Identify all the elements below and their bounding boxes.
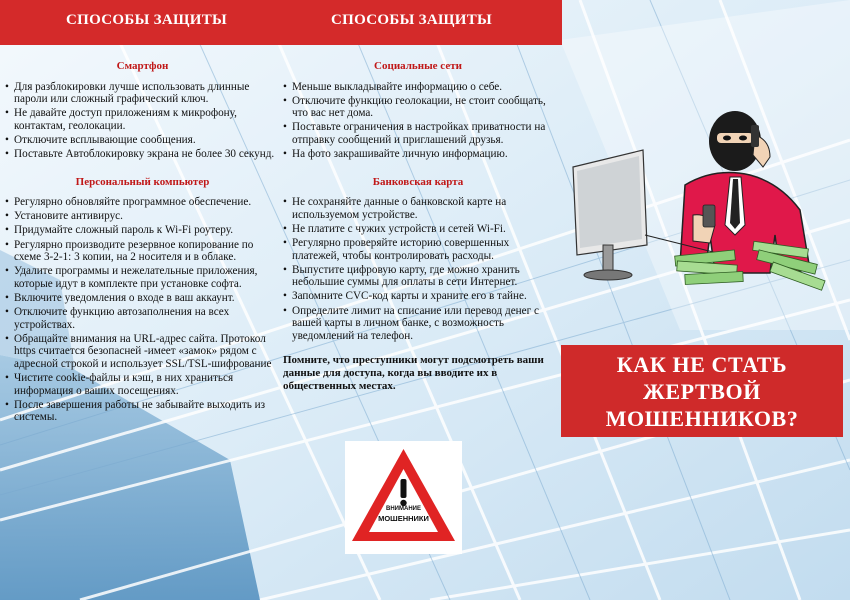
headline-line-3: МОШЕННИКОВ? [605, 405, 799, 431]
right-column [283, 60, 553, 393]
list-item: • Регулярно проверяйте историю совершенных платежей, чтобы контролировать расходы. [283, 237, 553, 262]
list-item: • После завершения работы не забывайте выходить из системы. [5, 399, 280, 424]
list-item: • Отключите функцию автозаполнения на всех устройствах. [5, 306, 280, 331]
list-item: • Чистите cookie-файлы и кэш, в них храниться информация о ваших посещениях. [5, 372, 280, 397]
headline-box [561, 345, 843, 437]
list-item: • Установите антивирус. [5, 210, 280, 223]
bank-list [283, 196, 553, 342]
list-item: • Поставьте Автоблокировку экрана не более 30 секунд. [5, 148, 280, 161]
headline-line-2: ЖЕРТВОЙ [643, 378, 761, 404]
social-list [283, 81, 553, 161]
list-item: • Выпустите цифровую карту, где можно хранить небольшие суммы для оплаты в сети Интернет. [283, 264, 553, 289]
right-header-title: СПОСОБЫ ЗАЩИТЫ [331, 12, 493, 28]
smartphone-list [5, 81, 280, 161]
list-item: • Удалите программы и нежелательные приложения, которые идут в комплекте при установке софта. [5, 265, 280, 290]
warning-sign-label-bottom: МОШЕННИКИ [378, 514, 429, 523]
left-header-title: СПОСОБЫ ЗАЩИТЫ [66, 12, 228, 28]
headline-line-1: КАК НЕ СТАТЬ [616, 351, 788, 377]
warning-sign-label-top: ВНИМАНИЕ [386, 506, 421, 512]
list-item: • Обращайте внимания на URL-адрес сайта. Протокол https считается безопасней -имеет «замок» рядом с адресной строкой и использует SSL/TSL-шифрование [5, 333, 280, 371]
warning-sign [345, 441, 462, 554]
list-item: • Регулярно производите резервное копирование по схеме 3-2-1: 3 копии, на 2 носителя и в облаке. [5, 239, 280, 264]
social-section-title: Социальные сети [374, 60, 462, 72]
list-item: • Отключите всплывающие сообщения. [5, 134, 280, 147]
bank-section-title: Банковская карта [372, 175, 464, 188]
list-item: • Поставьте ограничения в настройках приватности на отправку сообщений и приглашений друзья. [283, 121, 553, 146]
header-bar [0, 0, 562, 45]
pc-list [5, 196, 280, 424]
list-item: • Придумайте сложный пароль к Wi-Fi роутеру. [5, 224, 280, 237]
list-item: • Отключите функцию геолокации, не стоит сообщать, что вас нет дома. [283, 95, 553, 120]
warning-triangle-icon [345, 441, 462, 554]
list-item: • Для разблокировки лучше использовать длинные пароли или сложный графический ключ. [5, 81, 280, 106]
list-item: • На фото закрашивайте личную информацию. [283, 148, 553, 161]
list-item: • Не давайте доступ приложениям к микрофону, контактам, геолокации. [5, 107, 280, 132]
list-item: • Регулярно обновляйте программное обеспечение. [5, 196, 280, 209]
list-item: • Запомните CVC-код карты и храните его в тайне. [283, 290, 553, 303]
left-column [5, 60, 280, 425]
list-item: • Включите уведомления о входе в ваш аккаунт. [5, 292, 280, 305]
smartphone-section-title: Смартфон [116, 60, 169, 72]
pc-section-title: Персональный компьютер [75, 175, 210, 188]
hacker-illustration [565, 95, 840, 310]
list-item: • Определите лимит на списание или перевод денег с вашей карты в личном банке, с возможность уведомлений на телефон. [283, 305, 553, 343]
list-item: • Меньше выкладывайте информацию о себе. [283, 81, 553, 94]
list-item: • Не сохраняйте данные о банковской карте на используемом устройстве. [283, 196, 553, 221]
warning-note: Помните, что преступники могут подсмотреть ваши данные для доступа, когда вы вводите их в общественных местах. [283, 354, 544, 393]
list-item: • Не платите с чужих устройств и сетей Wi-Fi. [283, 223, 553, 236]
